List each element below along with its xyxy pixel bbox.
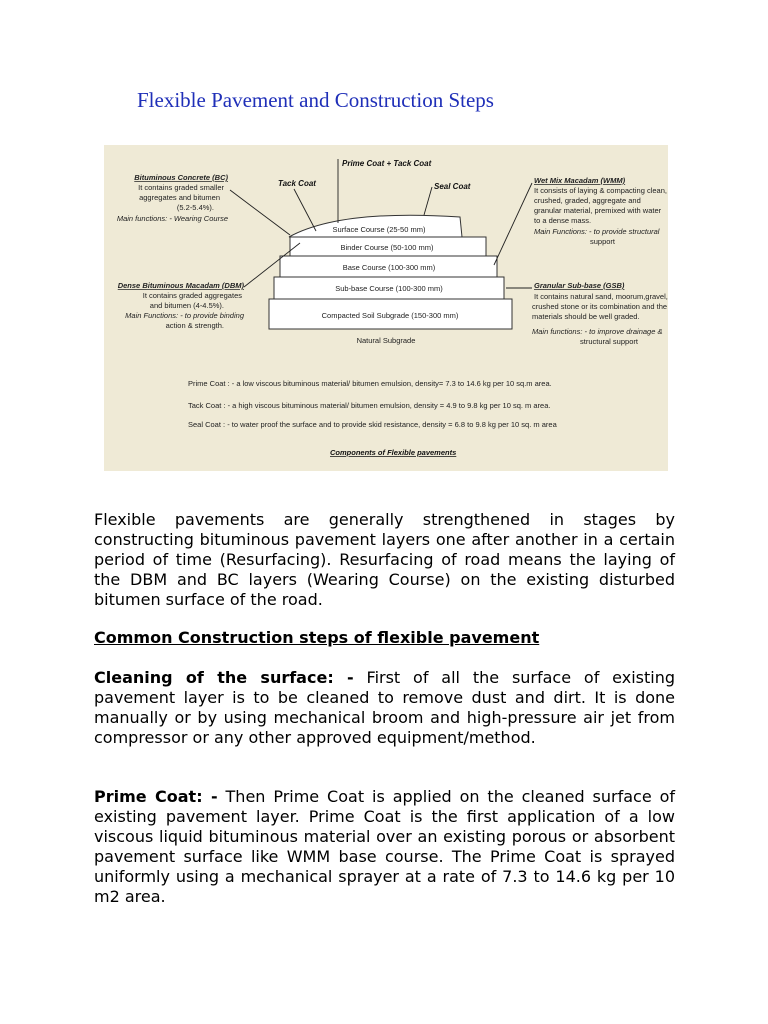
note-prime-coat: Prime Coat : - a low viscous bituminous material/ bitumen emulsion, density= 7.3 to 14.6 kg per 10 sq.m area. [188, 379, 552, 388]
callout-dbm-title: Dense Bituminous Macadam (DBM) [117, 281, 244, 290]
callout-dbm-line: It contains graded aggregates [142, 291, 242, 300]
layer-label-natural-subgrade: Natural Subgrade [356, 336, 416, 345]
note-seal-coat: Seal Coat : - to water proof the surface and to provide skid resistance, density = 6.8 to 9.8 kg per 10 sq. m area [188, 420, 557, 429]
prime-coat-text: Then Prime Coat is applied on the cleaned surface of existing pavement layer. Prime Coat is the first application of a low viscous liquid bituminous material over an existing porous or absorbent pavement surface like WMM base course. The Prime Coat is sprayed uniformly using a mechanical sprayer at a rate of 7.3 to 14.6 kg per 10 m2 area. [94, 787, 675, 906]
callout-bc-line: It contains graded smaller [138, 183, 224, 192]
callout-gsb-line: structural support [580, 337, 638, 346]
layer-label-surface: Surface Course (25-50 mm) [332, 225, 426, 234]
label-tack-coat: Tack Coat [278, 179, 316, 188]
callout-dbm-line: and bitumen (4-4.5%). [149, 301, 224, 310]
callout-wmm-line: support [590, 237, 616, 246]
callout-wmm-line: Main Functions: - to provide structural [534, 227, 660, 236]
layer-label-base: Base Course (100-300 mm) [342, 263, 436, 272]
leader-tack-coat [294, 189, 316, 231]
label-prime-tack-coat: Prime Coat + Tack Coat [342, 159, 432, 168]
cleaning-paragraph [94, 668, 675, 748]
callout-bc-line: aggregates and bitumen [139, 193, 220, 202]
layer-label-subgrade: Compacted Soil Subgrade (150-300 mm) [321, 311, 459, 320]
pavement-diagram-svg [104, 145, 668, 471]
leader-bc [230, 190, 290, 235]
page-title: Flexible Pavement and Construction Steps [137, 88, 494, 112]
callout-dbm-line: Main Functions: - to provide binding [125, 311, 244, 320]
figure-caption: Components of Flexible pavements [330, 448, 457, 457]
callout-gsb-line: It contains natural sand, moorum,gravel, [534, 292, 668, 301]
cleaning-text: First of all the surface of existing pavement layer is to be cleaned to remove dust and dirt. It is done manually or by using mechanical broom and high-pressure air jet from compressor or any other approved equipment/method. [94, 668, 676, 747]
cleaning-lead: Cleaning of the surface: - [94, 668, 354, 687]
layer-label-subbase: Sub-base Course (100-300 mm) [335, 284, 443, 293]
callout-wmm-line: granular material, premixed with water [534, 206, 662, 215]
prime-coat-lead: Prime Coat: - [94, 787, 218, 806]
callout-gsb-line: crushed stone or its combination and the [532, 302, 668, 311]
leader-wmm [494, 183, 532, 265]
callout-gsb-title: Granular Sub-base (GSB) [534, 281, 625, 290]
layer-label-binder: Binder Course (50-100 mm) [340, 243, 434, 252]
callout-wmm-line: It consists of laying & compacting clean, [534, 186, 667, 195]
leader-seal-coat [424, 187, 432, 215]
callout-bc-line: (5.2-5.4%). [176, 203, 214, 212]
pavement-diagram [104, 145, 668, 471]
note-tack-coat: Tack Coat : - a high viscous bituminous material/ bitumen emulsion, density = 4.9 to 9.8 kg per 10 sq. m area. [188, 401, 551, 410]
prime-coat-paragraph [94, 787, 675, 907]
callout-wmm-title: Wet Mix Macadam (WMM) [534, 176, 626, 185]
callout-gsb-line: Main functions: - to improve drainage & [532, 327, 663, 336]
callout-bc-line: Main functions: - Wearing Course [116, 214, 228, 223]
callout-wmm-line: crushed, graded, aggregate and [534, 196, 641, 205]
label-seal-coat: Seal Coat [434, 182, 471, 191]
callout-wmm-line: to a dense mass. [534, 216, 592, 225]
intro-paragraph: Flexible pavements are generally strengthened in stages by constructing bituminous pavement layers one after another in a certain period of time (Resurfacing). Resurfacing of road means the laying of the DBM and BC layers (Wearing Course) on the existing disturbed bitumen surface of the road. [94, 510, 675, 609]
callout-gsb-line: materials should be well graded. [532, 312, 640, 321]
steps-heading: Common Construction steps of flexible pavement [94, 628, 540, 647]
callout-dbm-line: action & strength. [165, 321, 224, 330]
callout-bc-title: Bituminous Concrete (BC) [134, 173, 228, 182]
